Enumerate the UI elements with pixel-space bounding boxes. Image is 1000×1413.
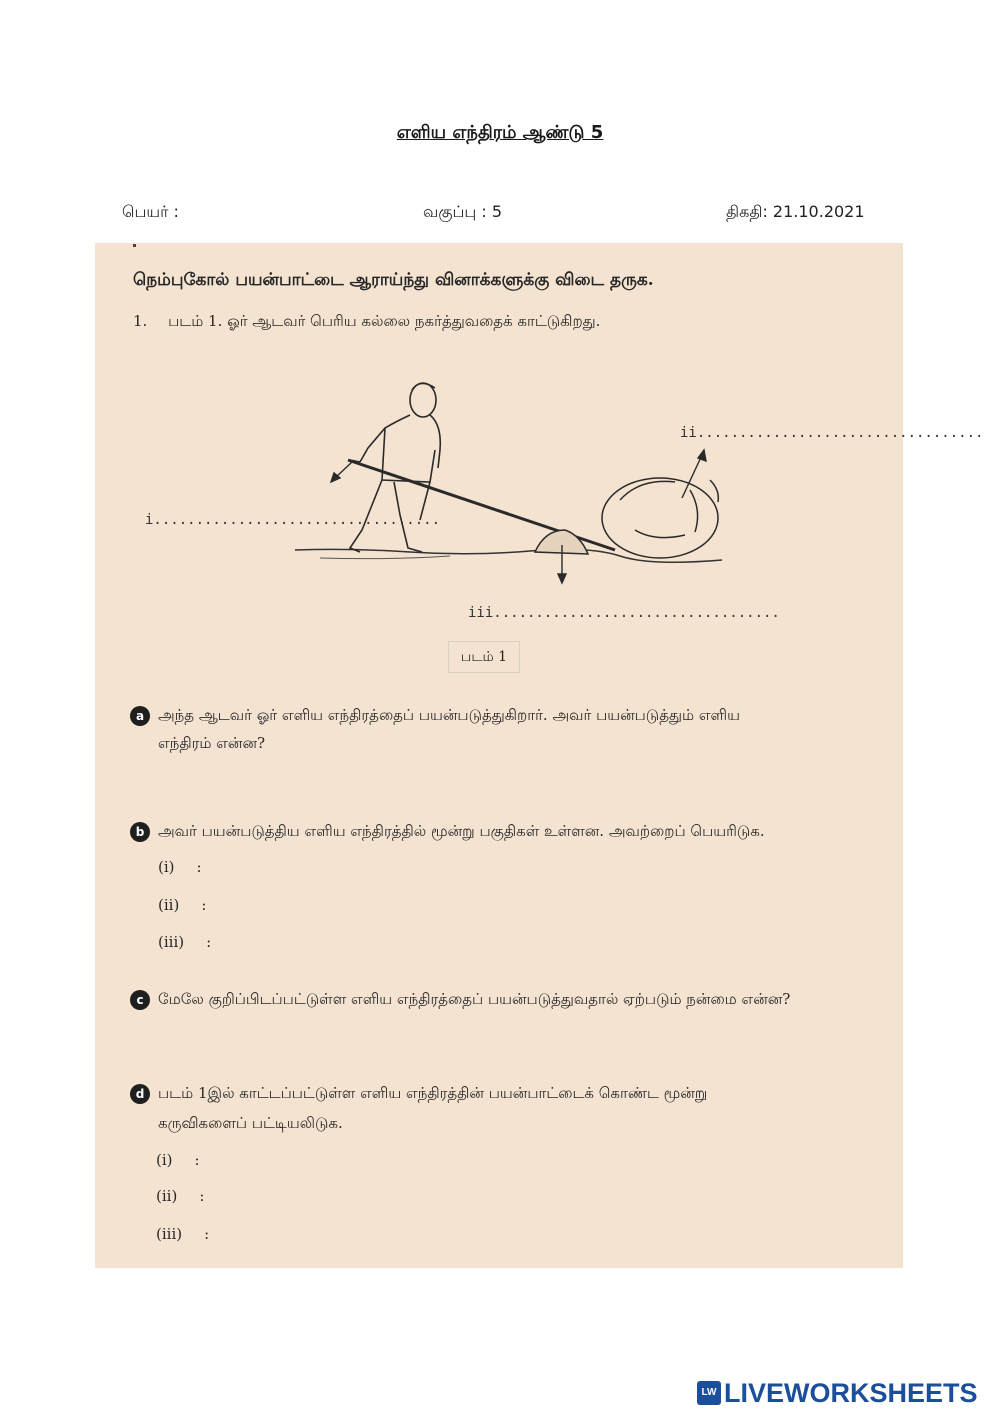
class-label: வகுப்பு : 5 <box>423 202 502 221</box>
question-d-part-ii[interactable] <box>156 1187 204 1205</box>
scan-speck <box>133 244 136 247</box>
part-label: (ii) <box>158 896 180 914</box>
question-d-badge: d <box>130 1084 150 1104</box>
question-1-intro <box>133 312 600 332</box>
part-colon: : <box>194 1151 200 1169</box>
lever-figure <box>290 370 730 590</box>
part-colon: : <box>201 896 207 914</box>
question-a-text: அந்த ஆடவர் ஓர் எளிய எந்திரத்தைப் பயன்படுத்துகிறார். அவர் பயன்படுத்தும் எளிய <box>158 706 740 724</box>
figure-caption: படம் 1 <box>448 641 520 673</box>
question-b-part-ii[interactable] <box>158 896 206 914</box>
question-1-number: 1. <box>133 312 148 330</box>
part-label: (iii) <box>156 1225 183 1243</box>
question-c-text: மேலே குறிப்பிடப்பட்டுள்ள எளிய எந்திரத்தைப் பயன்படுத்துவதால் ஏற்படும் நன்மை என்ன? <box>158 990 791 1008</box>
worksheet-title: எளிய எந்திரம் ஆண்டு 5 <box>396 122 604 143</box>
part-colon: : <box>196 858 202 876</box>
question-b-part-iii[interactable] <box>158 933 211 951</box>
question-a-text-2: எந்திரம் என்ன? <box>158 734 266 752</box>
question-b-text: அவர் பயன்படுத்திய எளிய எந்திரத்தில் மூன்று பகுதிகள் உள்ளன. அவற்றைப் பெயரிடுக. <box>158 822 765 840</box>
instruction-text: நெம்புகோல் பயன்பாட்டை ஆராய்ந்து வினாக்களுக்கு விடை தருக. <box>133 270 654 290</box>
part-label: (iii) <box>158 933 185 951</box>
label-ii-blank[interactable]: ii.................................. <box>680 425 984 441</box>
part-colon: : <box>204 1225 210 1243</box>
part-colon: : <box>206 933 212 951</box>
label-iii-blank[interactable]: iii.................................. <box>468 605 780 621</box>
part-colon: : <box>199 1187 205 1205</box>
question-c <box>130 990 790 1010</box>
date-label: திகதி: 21.10.2021 <box>726 202 865 221</box>
question-c-badge: c <box>130 990 150 1010</box>
label-i-blank[interactable]: i.................................. <box>145 512 441 528</box>
part-label: (i) <box>156 1151 173 1169</box>
part-label: (ii) <box>156 1187 178 1205</box>
question-d-text-2: கருவிகளைப் பட்டியலிடுக. <box>158 1114 343 1132</box>
question-b-part-i[interactable] <box>158 858 202 876</box>
question-d <box>130 1084 707 1104</box>
liveworksheets-brand[interactable]: LIVEWORKSHEETS <box>724 1378 978 1408</box>
question-d-part-i[interactable] <box>156 1151 200 1169</box>
liveworksheets-logo-icon: LW <box>697 1381 721 1405</box>
question-d-part-iii[interactable] <box>156 1225 209 1243</box>
question-b <box>130 822 765 842</box>
question-b-badge: b <box>130 822 150 842</box>
question-d-text: படம் 1இல் காட்டப்பட்டுள்ள எளிய எந்திரத்தின் பயன்பாட்டைக் கொண்ட மூன்று <box>158 1084 708 1102</box>
part-label: (i) <box>158 858 175 876</box>
ground-shading <box>320 556 450 559</box>
question-a-badge: a <box>130 706 150 726</box>
name-label: பெயர் : <box>122 202 179 221</box>
question-a <box>130 706 740 726</box>
question-1-intro-text: படம் 1. ஓர் ஆடவர் பெரிய கல்லை நகர்த்துவதைக் காட்டுகிறது. <box>168 312 601 330</box>
boulder <box>602 478 718 558</box>
